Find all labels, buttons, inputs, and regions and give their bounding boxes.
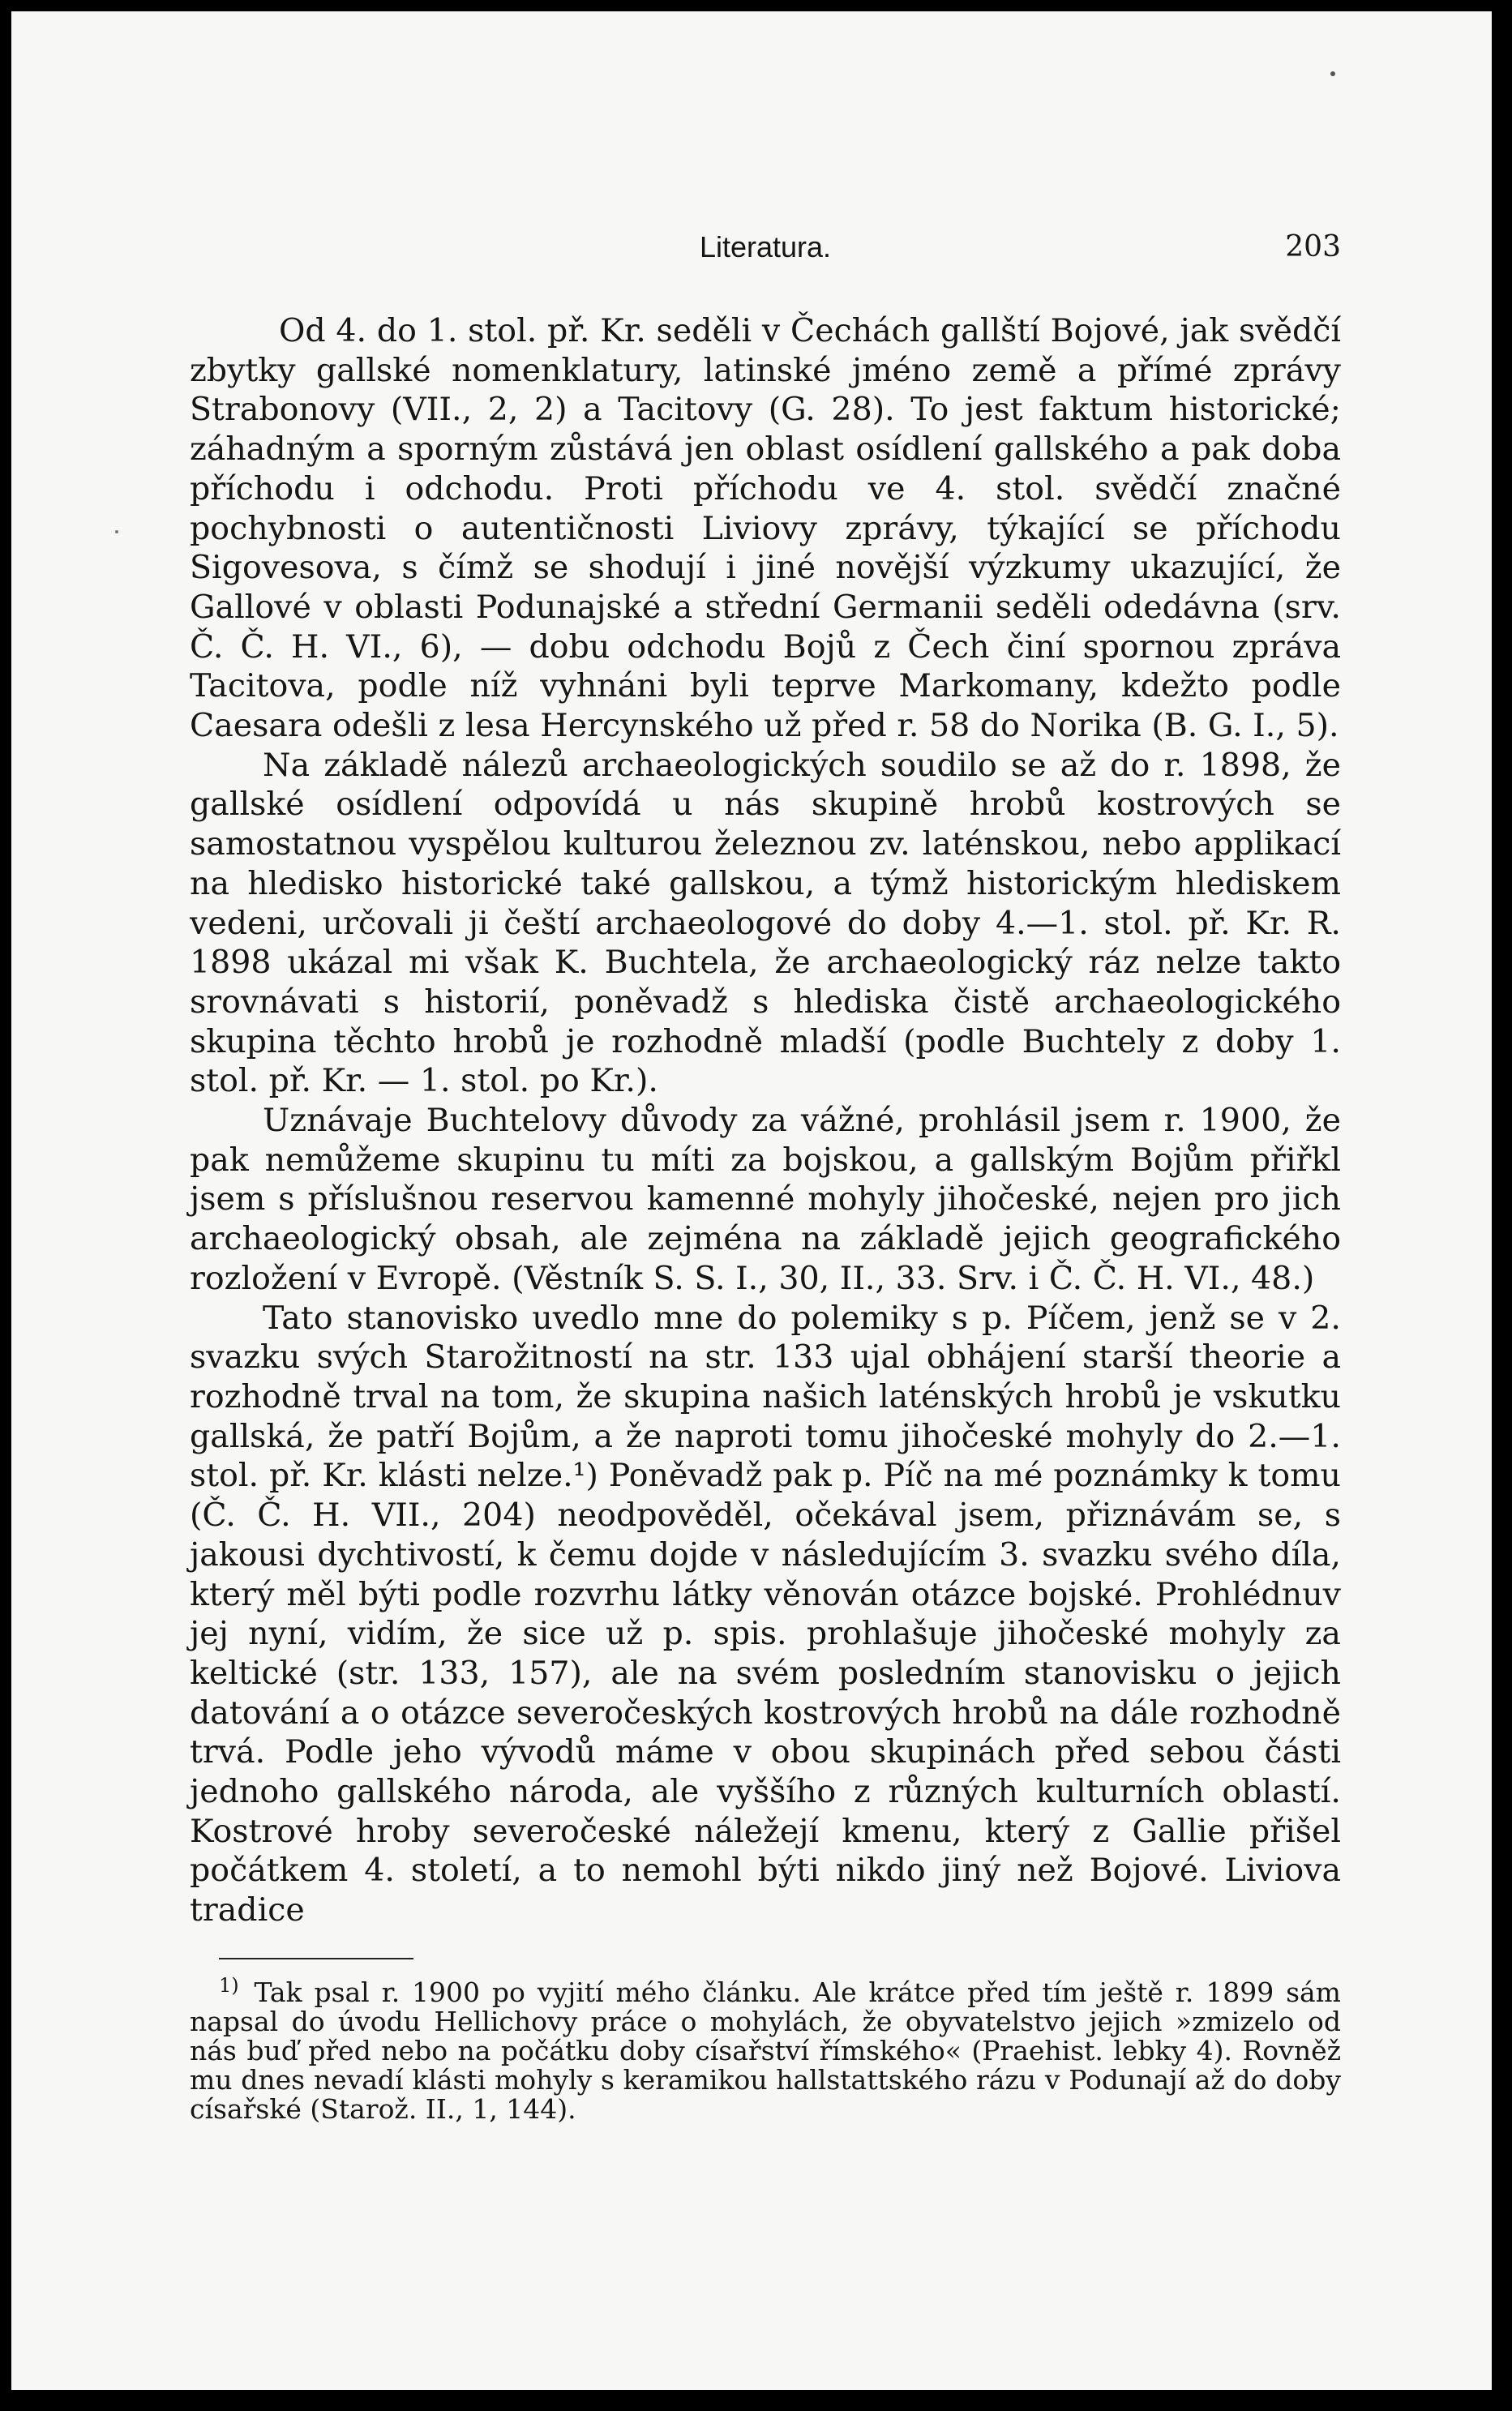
scan-speck xyxy=(115,530,118,533)
running-head: Literatura. xyxy=(699,230,832,263)
paragraph: Na základě nálezů archaeologických soudilo se až do r. 1898, že gallské osídlení odpovídá u nás skupině hrobů kostrových se samostatnou vyspělou kulturou železnou zv. laténskou, nebo applikací na hledisko historické také gallskou, a týmž historickým hlediskem vedeni, určovali ji čeští archaeologové do doby 4.—1. stol. př. Kr. R. 1898 ukázal mi však K. Buchtela, že archaeologický ráz nelze takto srovnávati s historií, poněvadž s hlediska čistě archaeologického skupina těchto hrobů je rozhodně mladší (podle Buchtely z doby 1. stol. př. Kr. — 1. stol. po Kr.). xyxy=(190,746,1341,1100)
footnote xyxy=(190,1973,1341,2125)
page-number: 203 xyxy=(1285,230,1341,263)
scan-speck xyxy=(1330,71,1335,76)
paragraph: Uznávaje Buchtelovy důvody za vážné, prohlásil jsem r. 1900, že pak nemůžeme skupinu tu míti za bojskou, a gallským Bojům přiřkl jsem s příslušnou reservou kamenné mohyly jihočeské, nejen pro jich archaeologický obsah, ale zejména na základě jejich geografického rozložení v Evropě. (Věstník S. S. I., 30, II., 33. Srv. i Č. Č. H. VI., 48.) xyxy=(190,1102,1341,1297)
footnote-separator xyxy=(219,1958,413,1959)
paragraph: Od 4. do 1. stol. př. Kr. seděli v Čechách gallští Bojové, jak svědčí zbytky gallské nomenklatury, latinské jméno země a přímé zprávy Strabonovy (VII., 2, 2) a Tacitovy (G. 28). To jest faktum historické; záhadným a sporným zůstává jen oblast osídlení gallského a pak doba příchodu i odchodu. Proti příchodu ve 4. stol. svědčí značné pochybnosti o autentičnosti Liviovy zprávy, týkající se příchodu Sigovesova, s čímž se shodují i jiné novější výzkumy ukazující, že Gallové v oblasti Podunajské a střední Germanii seděli odedávna (srv. Č. Č. H. VI., 6), — dobu odchodu Bojů z Čech činí spornou zpráva Tacitova, podle níž vyhnáni byli teprve Markomany, kdežto podle Caesara odešli z lesa Hercynského už před r. 58 do Norika (B. G. I., 5). xyxy=(190,312,1341,745)
footnote-body xyxy=(190,1973,1341,2125)
page-scan xyxy=(11,11,1492,2390)
body-text xyxy=(190,311,1341,1930)
page-header xyxy=(190,230,1341,279)
footnote-text: Tak psal r. 1900 po vyjití mého článku. Ale krátce před tím ještě r. 1899 sám napsal do úvodu Hellichovy práce o mohylách, že obyvatelstvo jejich »zmizelo od nás buď před nebo na počátku doby císařství římského« (Praehist. lebky 4). Rovněž mu dnes nevadí klásti mohyly s keramikou hallstattského rázu v Podunají až do doby císařské (Starož. II., 1, 144). xyxy=(190,1976,1341,2125)
page-content xyxy=(190,230,1341,2124)
paragraph: Tato stanovisko uvedlo mne do polemiky s p. Píčem, jenž se v 2. svazku svých Starožitností na str. 133 ujal obhájení starší theorie a rozhodně trval na tom, že skupina našich laténských hrobů je vskutku gallská, že patří Bojům, a že naproti tomu jihočeské mohyly do 2.—1. stol. př. Kr. klásti nelze.¹) Poněvadž pak p. Píč na mé poznámky k tomu (Č. Č. H. VII., 204) neodpověděl, očekával jsem, přiznávám se, s jakousi dychtivostí, k čemu dojde v následujícím 3. svazku svého díla, který měl býti podle rozvrhu látky věnován otázce bojské. Prohlédnuv jej nyní, vidím, že sice už p. spis. prohlašuje jihočeské mohyly za keltické (str. 133, 157), ale na svém posledním stanovisku o jejich datování a o otázce severočeských kostrových hrobů na dále rozhodně trvá. Podle jeho vývodů máme v obou skupinách před sebou části jednoho gallského národa, ale vyššího z různých kulturních oblastí. Kostrové hroby severočeské náležejí kmenu, který z Gallie přišel počátkem 4. století, a to nemohl býti nikdo jiný než Bojové. Liviova tradice xyxy=(190,1299,1341,1929)
footnote-marker: 1) xyxy=(219,1973,239,1997)
